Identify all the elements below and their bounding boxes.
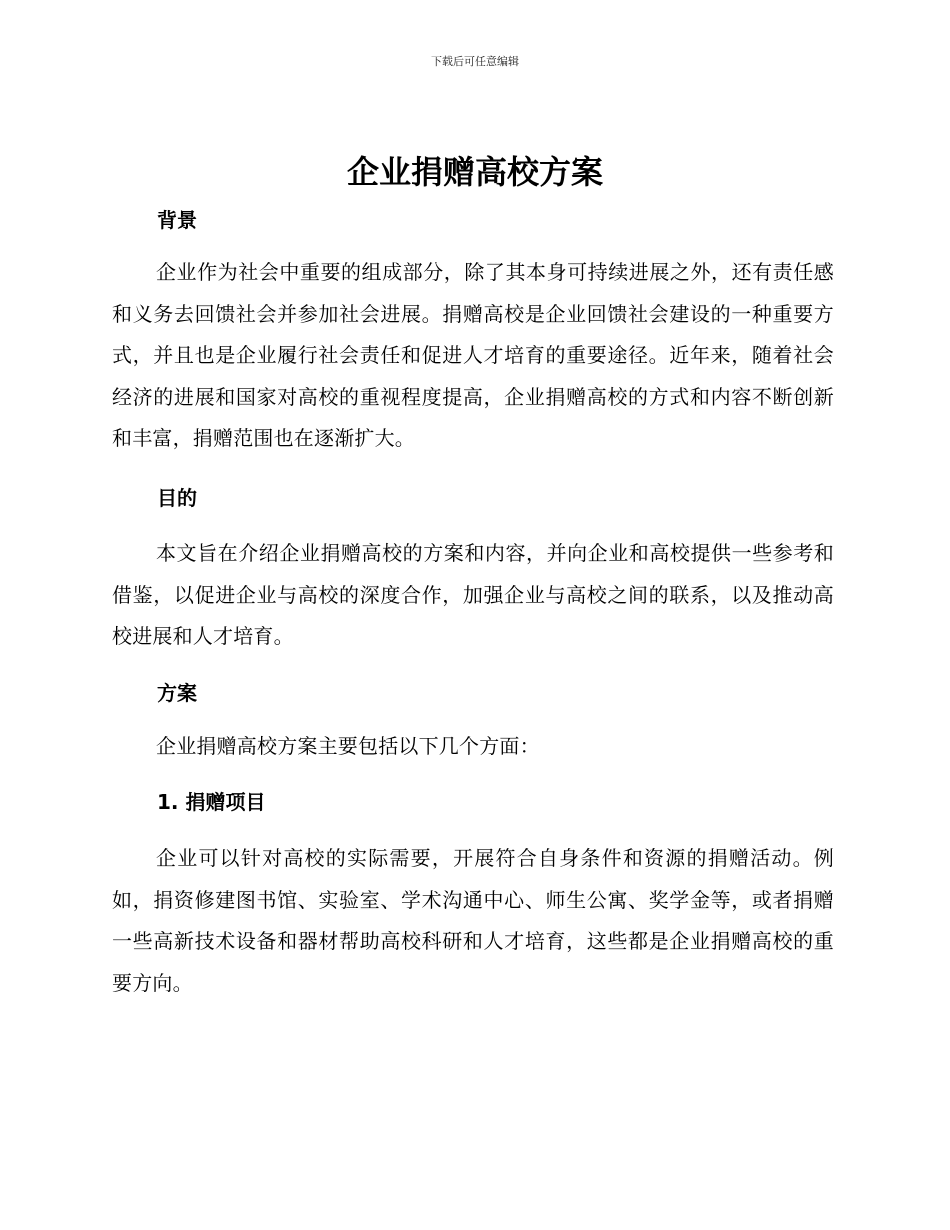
section-heading-donation-projects: 1. 捐赠项目 (157, 790, 266, 814)
section-heading-plan: 方案 (157, 681, 197, 705)
document-title: 企业捐赠高校方案 (346, 153, 603, 191)
section-heading-background: 背景 (157, 208, 197, 232)
header-note: 下载后可任意编辑 (431, 55, 519, 68)
paragraph-plan-intro: 企业捐赠高校方案主要包括以下几个方面： (156, 734, 540, 758)
section-heading-purpose: 目的 (157, 486, 197, 510)
paragraph-background: 企业作为社会中重要的组成部分，除了其本身可持续进展之外，还有责任感和义务去回馈社会并参加社会进展。捐赠高校是企业回馈社会建设的一种重要方式，并且也是企业履行社会责任和促进人才培育的重要途径。近年来，随着社会经济的进展和国家对高校的重视程度提高，企业捐赠高校的方式和内容不断创新和丰富，捐赠范围也在逐渐扩大。 (112, 260, 834, 450)
paragraph-purpose: 本文旨在介绍企业捐赠高校的方案和内容，并向企业和高校提供一些参考和借鉴，以促进企业与高校的深度合作，加强企业与高校之间的联系，以及推动高校进展和人才培育。 (112, 541, 834, 648)
paragraph-donation-projects: 企业可以针对高校的实际需要，开展符合自身条件和资源的捐赠活动。例如，捐资修建图书馆、实验室、学术沟通中心、师生公寓、奖学金等，或者捐赠一些高新技术设备和器材帮助高校科研和人才培育，这些都是企业捐赠高校的重要方向。 (112, 846, 834, 995)
